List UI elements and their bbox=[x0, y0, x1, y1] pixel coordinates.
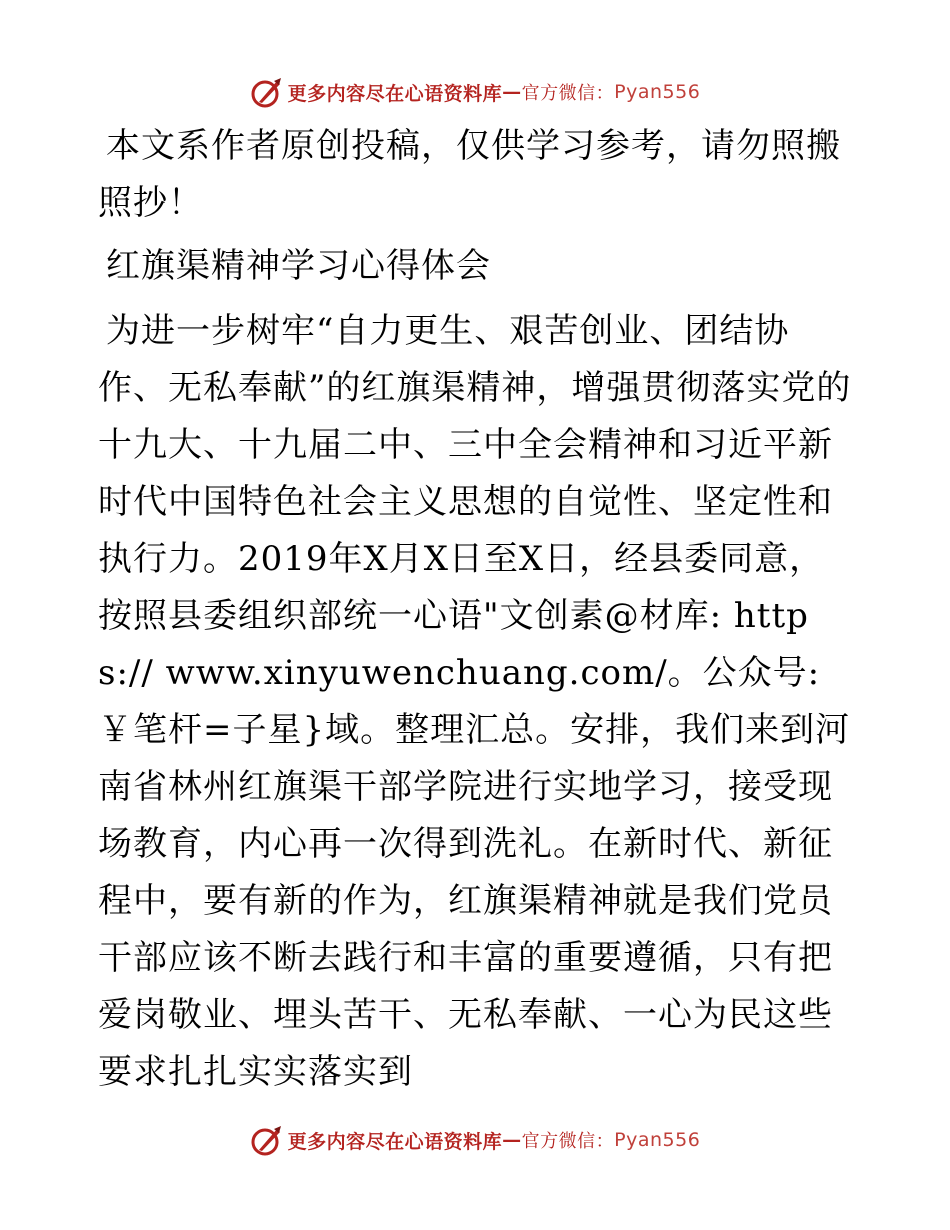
document-body bbox=[98, 118, 858, 1101]
quill-logo-icon bbox=[250, 1123, 284, 1157]
document-title: 红旗渠精神学习心得体会 bbox=[106, 246, 491, 286]
watermark-dash: — bbox=[502, 81, 522, 103]
footer-watermark bbox=[0, 1120, 950, 1160]
watermark-wechat-id: Pyan556 bbox=[614, 81, 701, 103]
watermark-wechat-label: 官方微信： bbox=[521, 1131, 615, 1152]
watermark-main-text: 更多内容尽在心语资料库 bbox=[287, 82, 503, 105]
header-watermark bbox=[0, 72, 950, 112]
watermark-main-text: 更多内容尽在心语资料库 bbox=[287, 1130, 503, 1153]
body-paragraph: 为进一步树牢“自力更生、艰苦创业、团结协作、无私奉献”的红旗渠精神，增强贯彻落实党的十九大、十九届二中、三中全会精神和习近平新时代中国特色社会主义思想的自觉性、坚定性和执行力。2019年X月X日至X日，经县委同意，按照县委组织部统一心语"文创素@材库: https:// www.xinyuwenchuang.com/。公众号: ￥笔杆=子星}域。整理汇总。安排，我们来到河南省林州红旗渠干部学院进行实地学习，接受现场教育，内心再一次得到洗礼。在新时代、新征程中，要有新的作为，红旗渠精神就是我们党员干部应该不断去践行和丰富的重要遵循，只有把爱岗敬业、埋头苦干、无私奉献、一心为民这些要求扎扎实实落实到 bbox=[98, 311, 852, 1092]
quill-logo-icon bbox=[250, 75, 284, 109]
watermark-wechat-label: 官方微信： bbox=[521, 83, 615, 104]
watermark-dash: — bbox=[502, 1129, 522, 1151]
copyright-notice: 本文系作者原创投稿，仅供学习参考，请勿照搬照抄！ bbox=[98, 126, 841, 223]
watermark-wechat-id: Pyan556 bbox=[614, 1129, 701, 1151]
